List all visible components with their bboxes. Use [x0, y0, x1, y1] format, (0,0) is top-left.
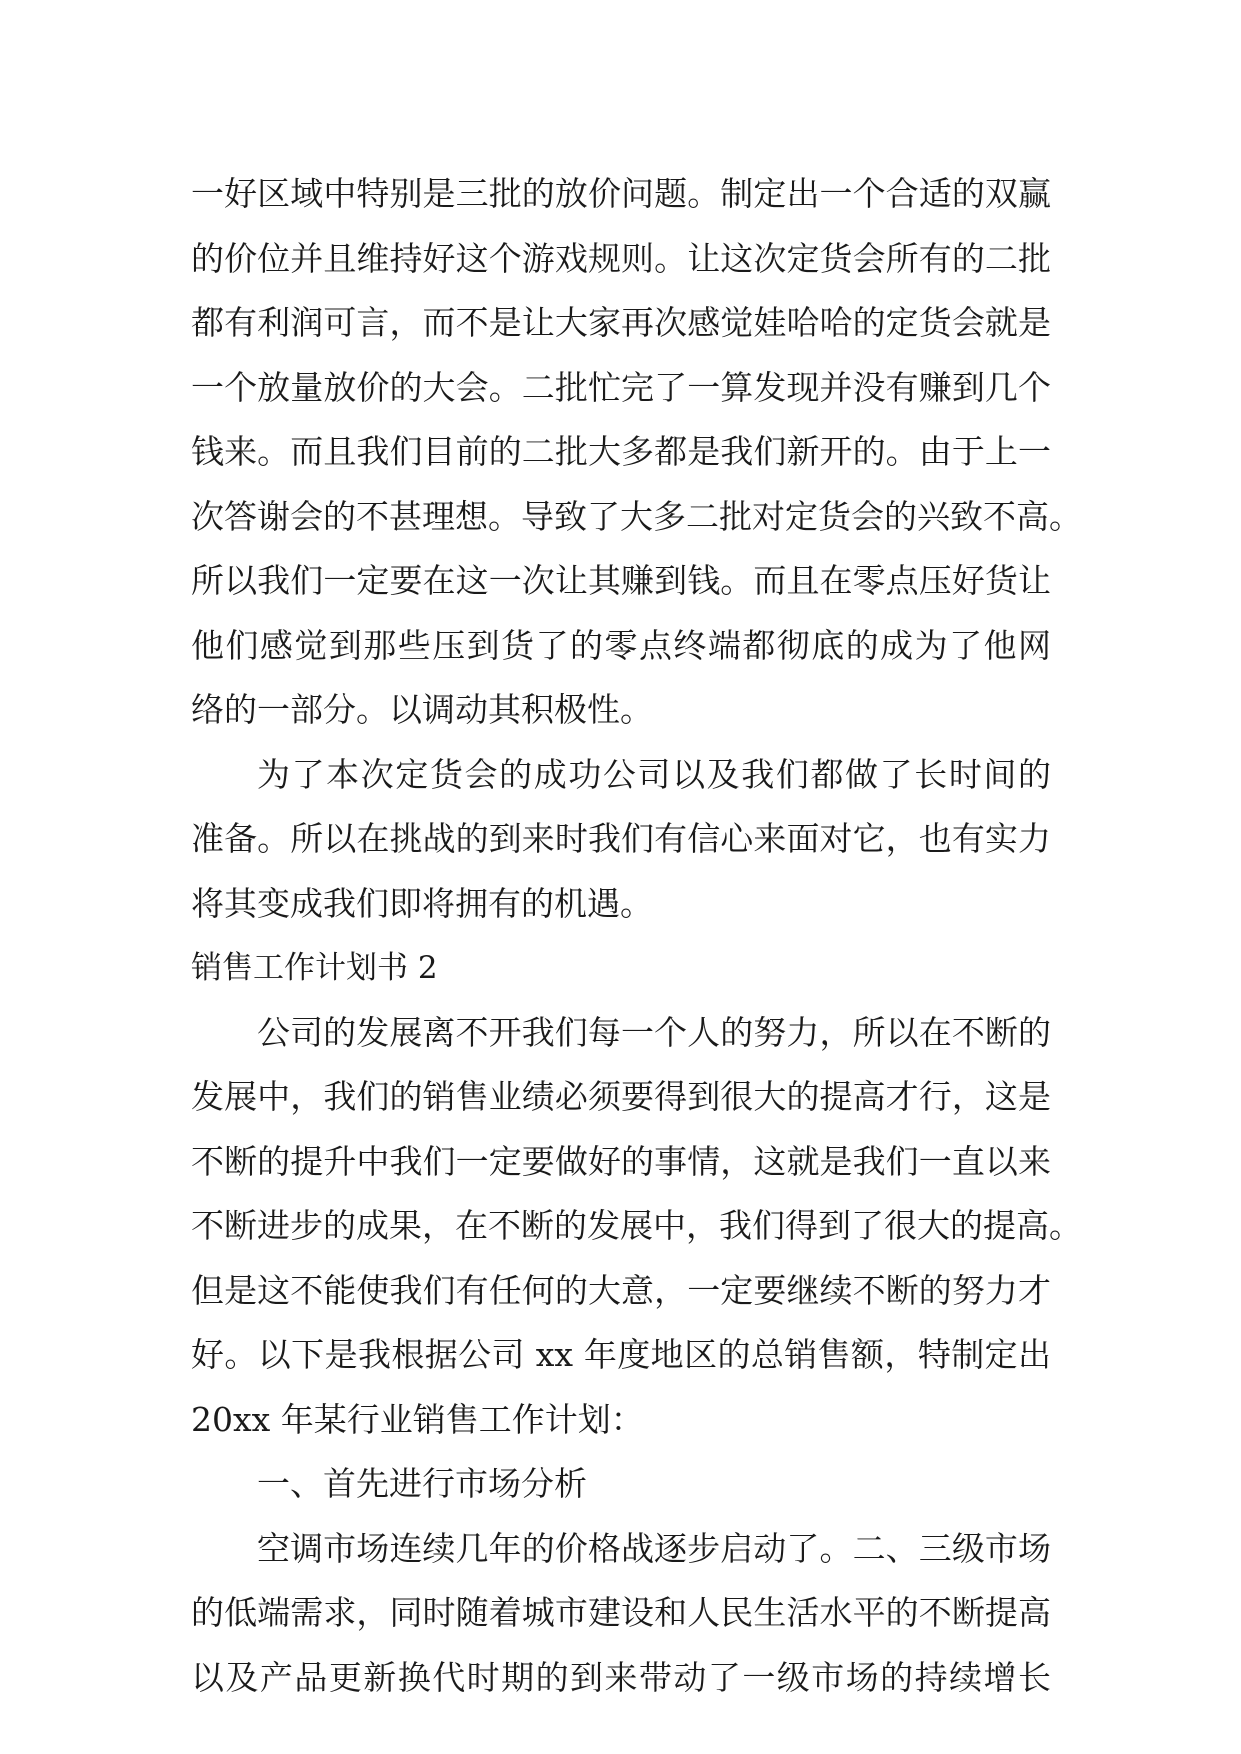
text-line: 发展中，我们的销售业绩必须要得到很大的提高才行，这是	[191, 1077, 1051, 1116]
text-line: 他们感觉到那些压到货了的零点终端都彻底的成为了他网	[191, 625, 1051, 665]
text-line: 钱来。而且我们目前的二批大多都是我们新开的。由于上一	[191, 432, 1051, 471]
paragraph-1	[191, 162, 1082, 743]
section-heading: 销售工作计划书 2	[191, 950, 438, 986]
subsection-title: 一、首先进行市场分析	[257, 1464, 587, 1503]
text-line: 准备。所以在挑战的到来时我们有信心来面对它，也有实力	[191, 819, 1051, 858]
text-line: 将其变成我们即将拥有的机遇。	[191, 883, 653, 923]
text-line: 的价位并且维持好这个游戏规则。让这次定货会所有的二批	[191, 238, 1051, 278]
paragraph-4	[191, 1517, 1051, 1711]
text-line: 为了本次定货会的成功公司以及我们都做了长时间的	[257, 754, 1051, 794]
text-line: 所以我们一定要在这一次让其赚到钱。而且在零点压好货让	[191, 561, 1051, 600]
text-line: 以及产品更新换代时期的到来带动了一级市场的持续增长	[191, 1657, 1051, 1697]
text-line: 一个放量放价的大会。二批忙完了一算发现并没有赚到几个	[191, 367, 1051, 407]
text-line: 一好区域中特别是三批的放价问题。制定出一个合适的双赢	[191, 174, 1051, 213]
paragraph-2	[191, 743, 1051, 937]
text-line: 公司的发展离不开我们每一个人的努力，所以在不断的	[257, 1012, 1051, 1052]
text-line: 20xx 年某行业销售工作计划：	[191, 1399, 644, 1439]
text-line: 空调市场连续几年的价格战逐步启动了。二、三级市场	[257, 1528, 1051, 1568]
text-line: 不断进步的成果，在不断的发展中，我们得到了很大的提高。	[191, 1206, 1082, 1245]
text-line: 不断的提升中我们一定要做好的事情，这就是我们一直以来	[191, 1141, 1051, 1181]
text-line: 次答谢会的不甚理想。导致了大多二批对定货会的兴致不高。	[191, 496, 1082, 536]
document-body	[191, 162, 1082, 1710]
paragraph-3	[191, 1001, 1082, 1453]
text-line: 络的一部分。以调动其积极性。	[191, 690, 653, 729]
text-line: 但是这不能使我们有任何的大意，一定要继续不断的努力才	[191, 1270, 1051, 1310]
text-line: 的低端需求，同时随着城市建设和人民生活水平的不断提高	[191, 1593, 1051, 1632]
text-line: 都有利润可言，而不是让大家再次感觉娃哈哈的定货会就是	[191, 303, 1051, 342]
text-line: 好。以下是我根据公司 xx 年度地区的总销售额，特制定出	[191, 1335, 1051, 1374]
